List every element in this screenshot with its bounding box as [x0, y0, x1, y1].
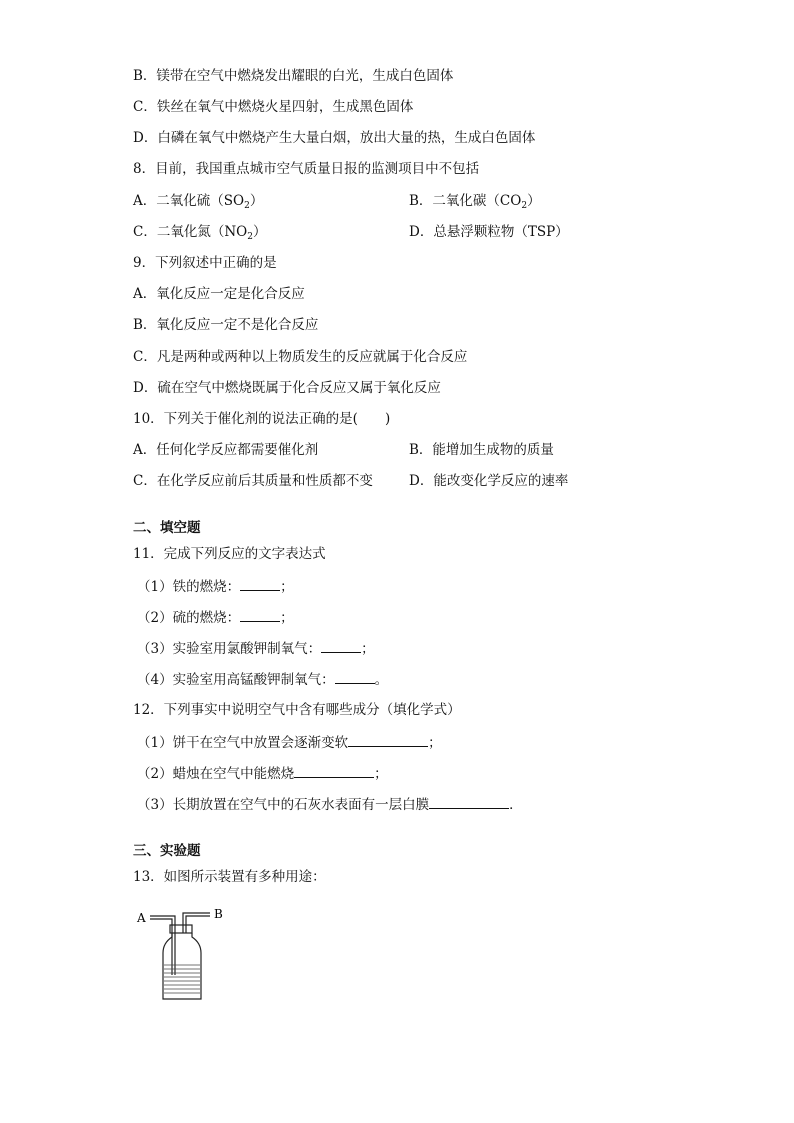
q8-option-b [409, 192, 541, 215]
q10-option-b: B．能增加生成物的质量 [409, 442, 554, 458]
q8-option-b-end: ） [527, 193, 541, 209]
q11-part-1 [137, 577, 294, 596]
q11-part-4-text: （4）实验室用高锰酸钾制氧气： [137, 672, 335, 688]
q8-option-d: D．总悬浮颗粒物（TSP） [409, 224, 569, 240]
q7-option-d: D．白磷在氧气中燃烧产生大量白烟，放出大量的热，生成白色固体 [133, 130, 536, 146]
q9-option-c: C．凡是两种或两种以上物质发生的反应就属于化合反应 [133, 349, 468, 365]
liquid-lines [164, 965, 200, 993]
q12-part-2-end: ； [374, 766, 388, 782]
label-a: A [137, 911, 146, 925]
q7-option-b: B．镁带在空气中燃烧发出耀眼的白光，生成白色固体 [133, 68, 454, 84]
q12-part-3-text: （3）长期放置在空气中的石灰水表面有一层白膜 [137, 797, 430, 813]
answer-blank[interactable] [348, 733, 428, 747]
q8-option-c-text: C．二氧化氮（NO [133, 224, 248, 240]
q10-option-c: C．在化学反应前后其质量和性质都不变 [133, 473, 373, 489]
q8-option-a [133, 192, 263, 215]
long-tube-a-inner [150, 919, 172, 975]
q7-option-c: C．铁丝在氧气中燃烧火星四射，生成黑色固体 [133, 99, 414, 115]
q8-option-a-end: ） [249, 193, 264, 209]
section-title-fill-in: 二、填空题 [133, 520, 201, 536]
answer-blank[interactable] [294, 764, 374, 778]
q12-part-1-end: ； [428, 735, 442, 751]
q8-option-a-text: A．二氧化硫（SO [133, 193, 245, 209]
q8-option-a-subscript: 2 [244, 201, 250, 211]
label-b: B [214, 907, 223, 921]
q12-part-3-end: ． [509, 797, 523, 813]
q13-stem: 13．如图所示装置有多种用途： [133, 869, 326, 885]
q10-option-a: A．任何化学反应都需要催化剂 [133, 442, 319, 458]
answer-blank[interactable] [335, 670, 375, 684]
answer-blank[interactable] [240, 608, 280, 622]
q8-option-c-end: ） [252, 224, 267, 240]
gas-washing-bottle-diagram [133, 905, 233, 1005]
answer-blank[interactable] [429, 795, 509, 809]
q11-part-1-end: ； [280, 579, 294, 595]
q11-part-3-text: （3）实验室用氯酸钾制氧气： [137, 641, 322, 657]
q10-option-d: D．能改变化学反应的速率 [409, 473, 569, 489]
answer-blank[interactable] [321, 639, 361, 653]
q12-part-1-text: （1）饼干在空气中放置会逐渐变软 [137, 735, 349, 751]
q12-part-3 [137, 795, 523, 814]
stopper [170, 925, 192, 933]
q11-part-3-end: ； [361, 641, 375, 657]
q12-stem: 12．下列事实中说明空气中含有哪些成分（填化学式） [133, 702, 461, 718]
q11-part-4 [137, 670, 388, 689]
q8-stem: 8．目前，我国重点城市空气质量日报的监测项目中不包括 [133, 161, 480, 177]
q8-option-c [133, 223, 266, 246]
q9-stem: 9．下列叙述中正确的是 [133, 255, 277, 271]
q11-part-4-end: 。 [374, 672, 389, 688]
q11-part-2 [137, 608, 294, 627]
q11-stem: 11．完成下列反应的文字表达式 [133, 546, 326, 562]
q12-part-2 [137, 764, 388, 783]
q11-part-2-end: ； [280, 610, 294, 626]
q9-option-a: A．氧化反应一定是化合反应 [133, 286, 305, 302]
q11-part-2-text: （2）硫的燃烧： [137, 610, 241, 626]
q9-option-d: D．硫在空气中燃烧既属于化合反应又属于氧化反应 [133, 380, 441, 396]
answer-blank[interactable] [240, 577, 280, 591]
q12-part-1 [137, 733, 442, 752]
section-title-experiment: 三、实验题 [133, 843, 201, 859]
q9-option-b: B．氧化反应一定不是化合反应 [133, 317, 319, 333]
q10-stem: 10．下列关于催化剂的说法正确的是( ) [133, 411, 391, 427]
q11-part-3 [137, 639, 375, 658]
q8-option-b-text: B．二氧化碳（CO [409, 193, 522, 209]
q8-option-c-subscript: 2 [247, 232, 253, 242]
q12-part-2-text: （2）蜡烛在空气中能燃烧 [137, 766, 295, 782]
q11-part-1-text: （1）铁的燃烧： [137, 579, 241, 595]
q8-option-b-subscript: 2 [521, 201, 528, 211]
